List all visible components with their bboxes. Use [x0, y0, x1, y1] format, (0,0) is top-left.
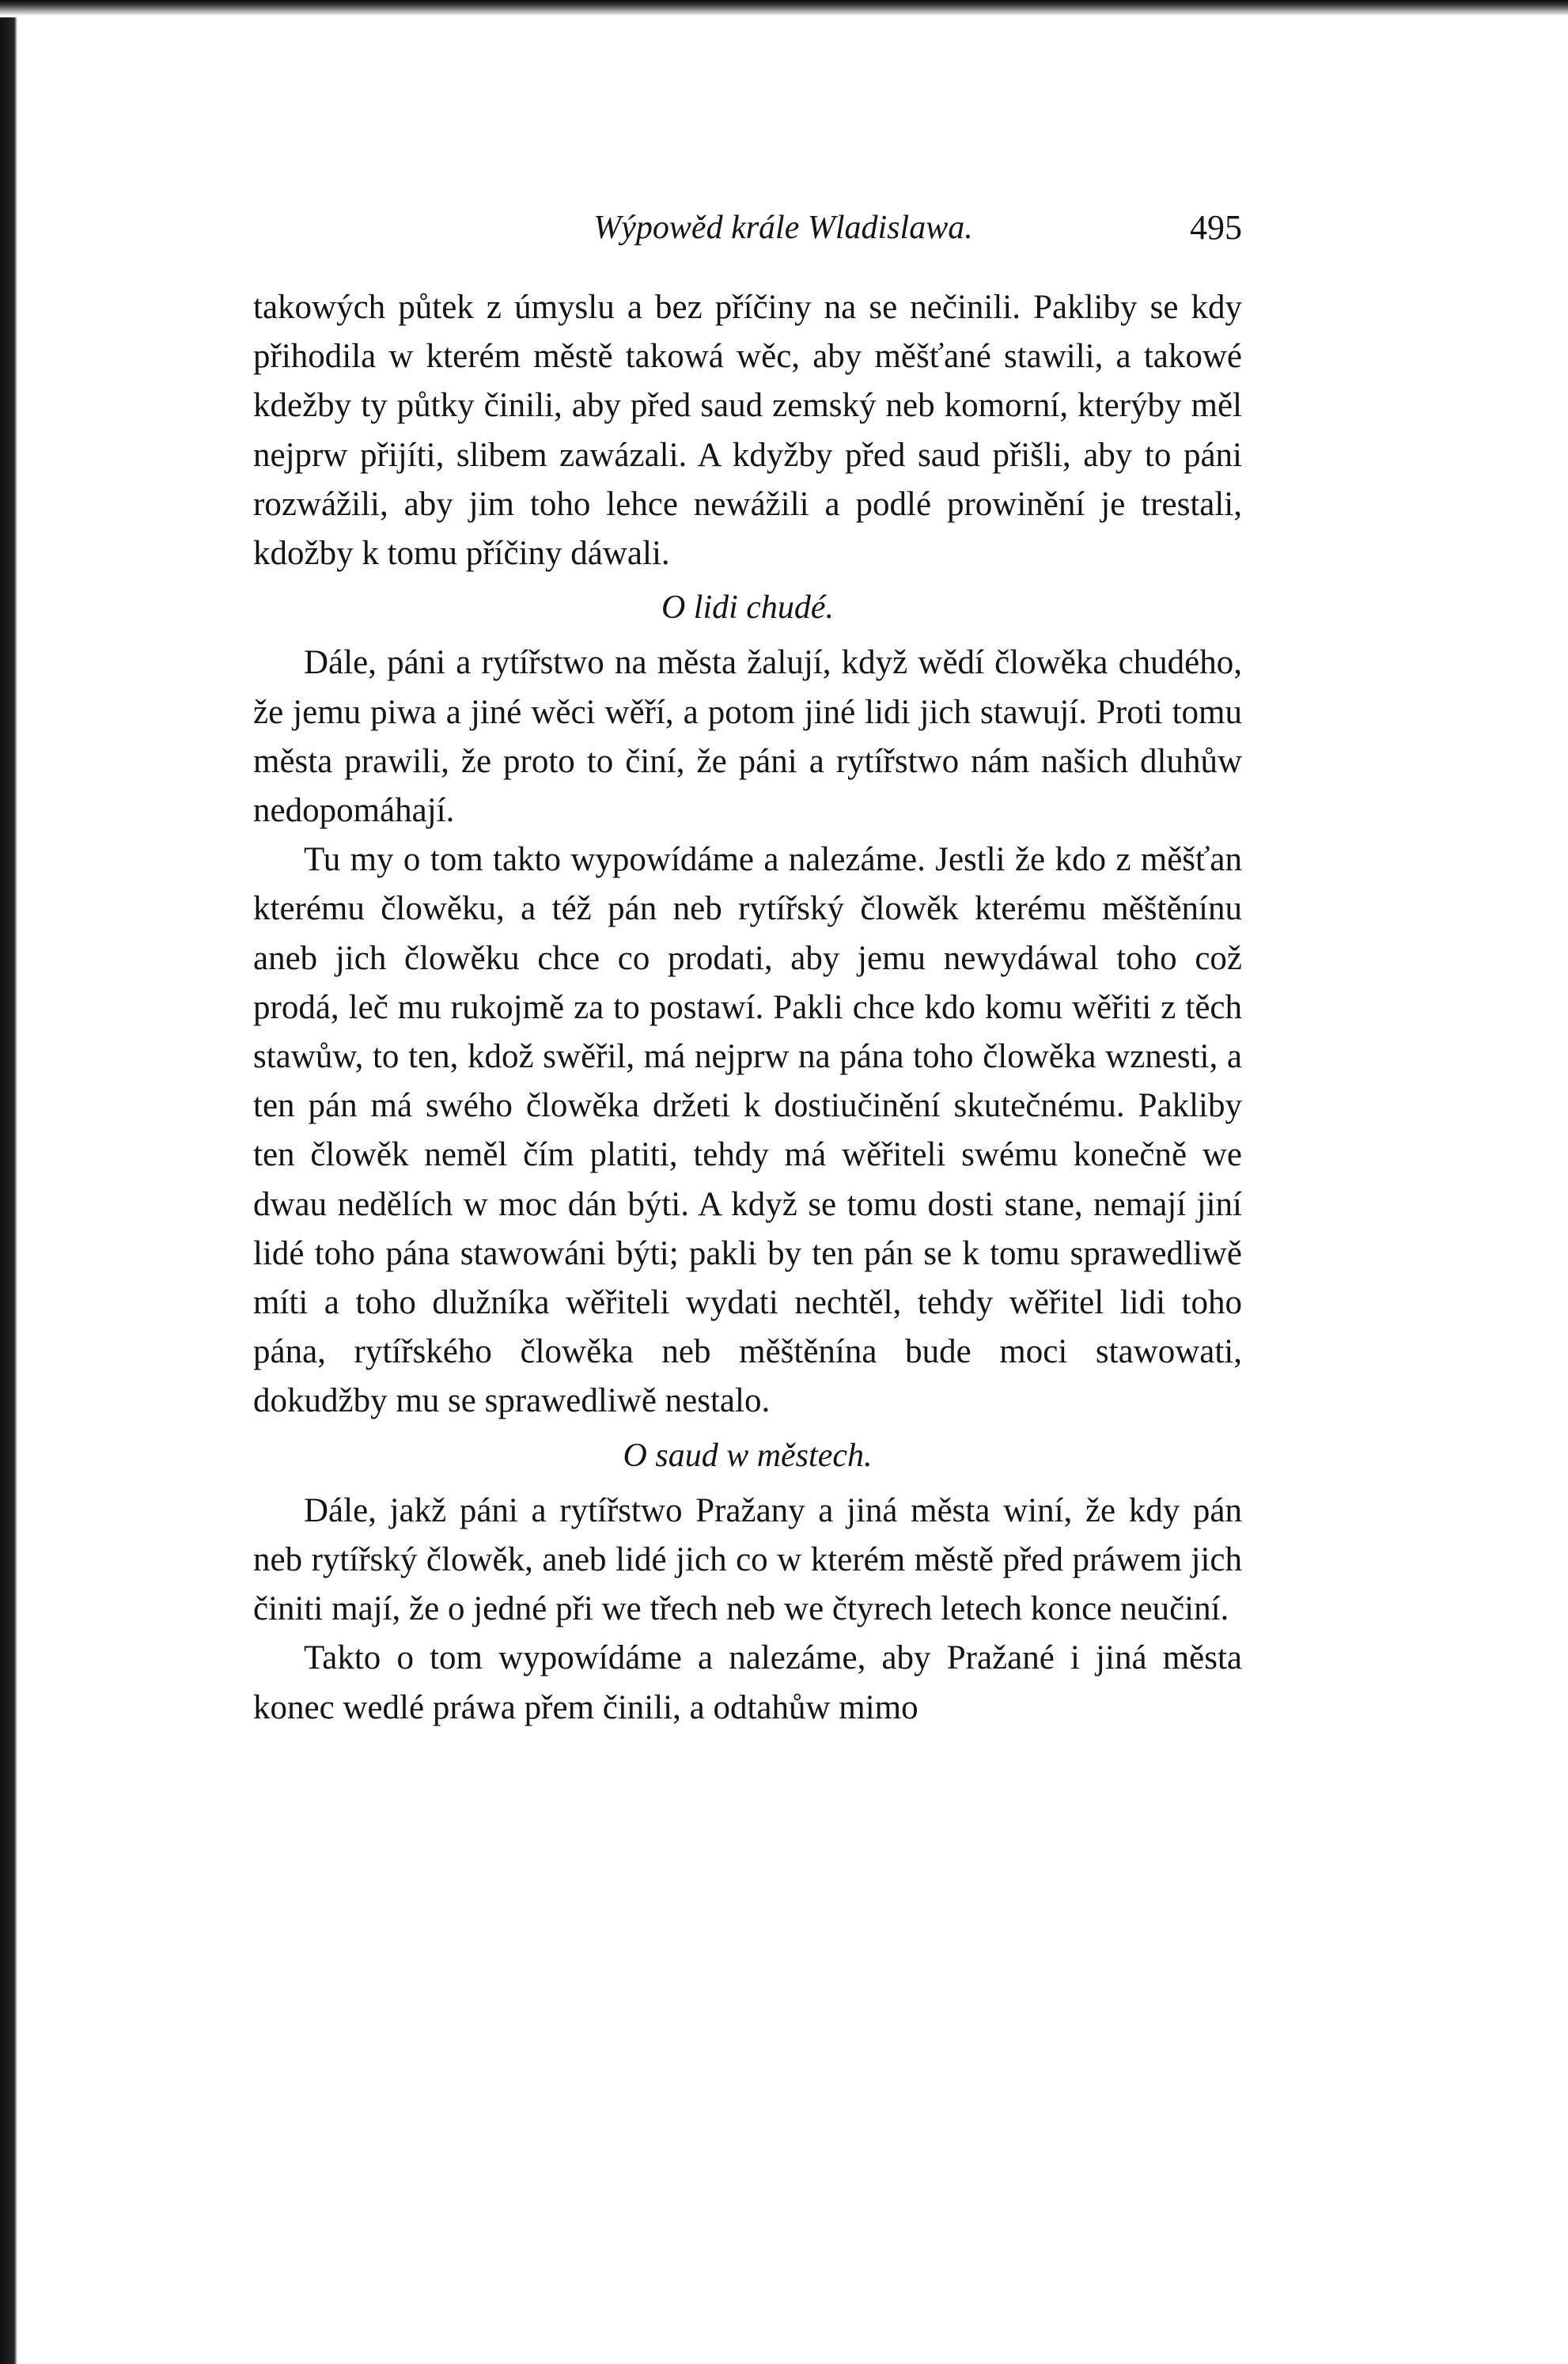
section-heading-saud-w-mestech: O saud w městech.	[623, 1437, 873, 1474]
scan-binding-edge	[0, 0, 35, 2364]
section-heading-lidi-chude: O lidi chudé.	[661, 589, 835, 627]
paragraph-1: takowých půtek z úmyslu a bez příčiny na se nečinili. Pakliby se kdy přihodila w kterém městě takowá wěc, aby měšťané stawili, a takowé kdežby ty půtky činili, aby před saud zemský neb komorní, kterýby měl nejprw přijíti, slibem zawázali. A kdyžby před saud přišli, aby to páni rozwážili, aby jim toho lehce newážili a podlé prowinění je trestali, kdožby k tomu příčiny dáwali.	[253, 289, 1242, 573]
paragraph-5: Takto o tom wypowídáme a nalezáme, aby Pražané i jiná města konec wedlé práwa přem činili, a odtahůw mimo	[253, 1639, 1242, 1726]
paragraph-4: Dále, jakž páni a rytířstwo Pražany a jiná města winí, že kdy pán neb rytířský člowěk, aneb lidé jich co w kterém městě před práwem jich činiti mají, že o jedné při we třech neb we čtyrech letech konce neučiní.	[253, 1491, 1242, 1628]
page-header	[253, 204, 1242, 252]
paragraph-3: Tu my o tom takto wypowídáme a nalezáme. Jestli že kdo z měšťan kterému člowěku, a též pán neb rytířský člowěk kterému měštěnínu aneb jich člowěku chce co prodati, aby jemu newydáwal toho což prodá, leč mu rukojmě za to postawí. Pakli chce kdo komu wěřiti z těch stawůw, to ten, kdož swěřil, má nejprw na pána toho člowěka wznesti, a ten pán má swého člowěka držeti k dostiučinění skutečnému. Pakliby ten člowěk neměl čím platiti, tehdy má wěřiteli swému konečně we dwau nedělích w moc dán býti. A když se tomu dosti stane, nemají jiní lidé toho pána stawowáni býti; pakli by ten pán se k tomu sprawedliwě míti a toho dlužníka wěřiteli wydati nechtěl, tehdy wěřitel lidi toho pána, rytířského člowěka neb měštěnína bude moci stawowati, dokudžby mu se sprawedliwě nestalo.	[253, 841, 1242, 1420]
scan-top-edge	[0, 0, 1568, 17]
running-title: Wýpowěd krále Wladislawa.	[593, 210, 973, 246]
paragraph-2: Dále, páni a rytířstwo na města žalují, když wědí člowěka chudého, že jemu piwa a jiné wěci wěří, a potom jiné lidi jich stawují. Proti tomu města prawili, že proto to činí, že páni a rytířstwo nám našich dluhůw nedopomáhají.	[253, 644, 1242, 830]
body-text	[253, 283, 1242, 1733]
page-number: 495	[1190, 208, 1242, 247]
